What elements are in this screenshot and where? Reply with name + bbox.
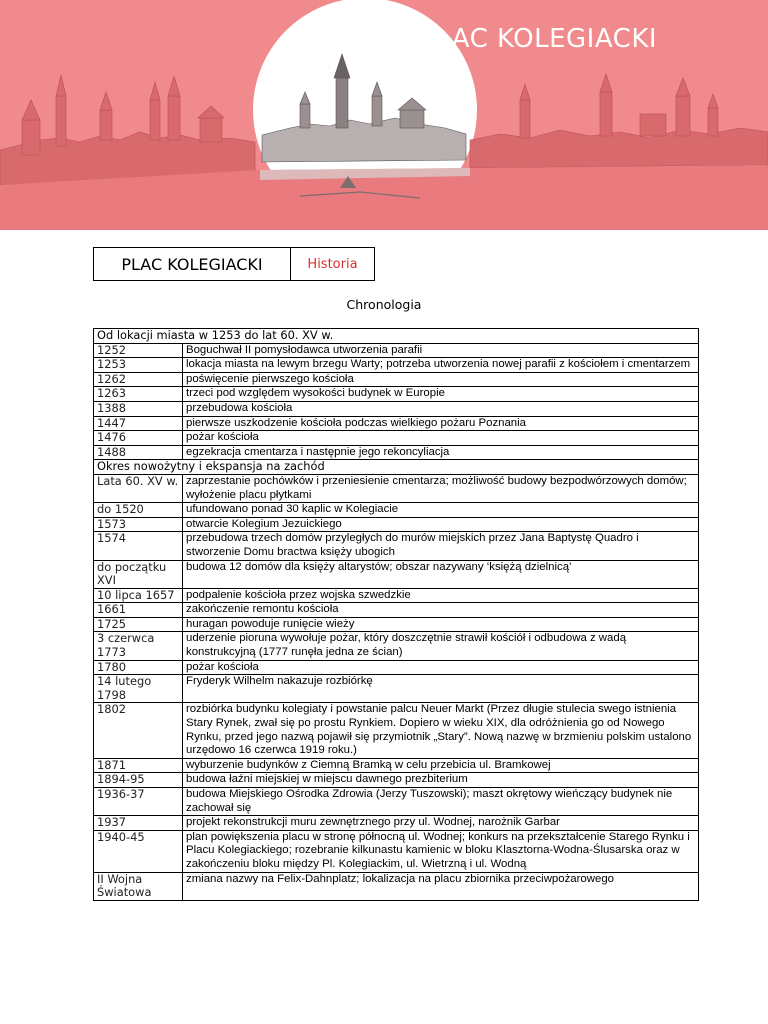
- event-date: 1488: [94, 445, 183, 460]
- period-header-row: [94, 329, 699, 344]
- table-row: [94, 343, 699, 358]
- table-row: [94, 660, 699, 675]
- event-date: Lata 60. XV w.: [94, 474, 183, 502]
- event-date: 1894-95: [94, 773, 183, 788]
- table-row: [94, 675, 699, 703]
- event-date: 1263: [94, 387, 183, 402]
- period-title: Od lokacji miasta w 1253 do lat 60. XV w.: [94, 329, 699, 344]
- event-description: poświęcenie pierwszego kościoła: [183, 372, 699, 387]
- table-row: [94, 758, 699, 773]
- section-header: [93, 247, 375, 281]
- event-date: 1871: [94, 758, 183, 773]
- event-description: pożar kościoła: [183, 660, 699, 675]
- event-description: pierwsze uszkodzenie kościoła podczas wielkiego pożaru Poznania: [183, 416, 699, 431]
- event-description: przebudowa kościoła: [183, 401, 699, 416]
- table-row: [94, 358, 699, 373]
- table-row: [94, 603, 699, 618]
- event-description: ufundowano ponad 30 kaplic w Kolegiacie: [183, 503, 699, 518]
- table-row: [94, 503, 699, 518]
- event-date: 1574: [94, 532, 183, 560]
- table-row: [94, 401, 699, 416]
- event-date: do 1520: [94, 503, 183, 518]
- event-description: budowa Miejskiego Ośrodka Zdrowia (Jerzy Tuszowski); maszt okrętowy wieńczący budynek nie zachował się: [183, 788, 699, 816]
- event-description: uderzenie pioruna wywołuje pożar, który doszczętnie strawił kościół i odbudowa z wadą konstrukcyjną (1777 runęła jedna ze ścian): [183, 632, 699, 660]
- event-description: Fryderyk Wilhelm nakazuje rozbiórkę: [183, 675, 699, 703]
- event-date: 3 czerwca 1773: [94, 632, 183, 660]
- event-date: 1661: [94, 603, 183, 618]
- table-row: [94, 816, 699, 831]
- event-date: 1802: [94, 703, 183, 758]
- table-row: [94, 830, 699, 872]
- event-description: pożar kościoła: [183, 431, 699, 446]
- event-description: trzeci pod względem wysokości budynek w Europie: [183, 387, 699, 402]
- event-description: podpalenie kościoła przez wojska szwedzkie: [183, 588, 699, 603]
- event-description: Boguchwał II pomysłodawca utworzenia parafii: [183, 343, 699, 358]
- table-row: [94, 632, 699, 660]
- table-row: [94, 387, 699, 402]
- table-row: [94, 703, 699, 758]
- event-description: otwarcie Kolegium Jezuickiego: [183, 517, 699, 532]
- table-row: [94, 773, 699, 788]
- event-date: 1780: [94, 660, 183, 675]
- event-date: II Wojna Światowa: [94, 872, 183, 900]
- event-description: huragan powoduje runięcie wieży: [183, 617, 699, 632]
- event-date: 1936-37: [94, 788, 183, 816]
- period-title: Okres nowożytny i ekspansja na zachód: [94, 460, 699, 475]
- event-date: 1573: [94, 517, 183, 532]
- event-description: zmiana nazwy na Felix-Dahnplatz; lokalizacja na placu zbiornika przeciwpożarowego: [183, 872, 699, 900]
- table-row: [94, 431, 699, 446]
- event-description: projekt rekonstrukcji muru zewnętrznego przy ul. Wodnej, narożnik Garbar: [183, 816, 699, 831]
- event-date: 1388: [94, 401, 183, 416]
- table-row: [94, 560, 699, 588]
- table-row: [94, 517, 699, 532]
- period-header-row: [94, 460, 699, 475]
- table-row: [94, 416, 699, 431]
- event-date: 1725: [94, 617, 183, 632]
- event-date: 1253: [94, 358, 183, 373]
- event-date: 1937: [94, 816, 183, 831]
- table-row: [94, 474, 699, 502]
- table-row: [94, 617, 699, 632]
- event-description: budowa łaźni miejskiej w miejscu dawnego prezbiterium: [183, 773, 699, 788]
- header-banner: [0, 0, 768, 230]
- event-description: przebudowa trzech domów przyległych do murów miejskich przez Jana Baptystę Quadro i stworzenie Domu bractwa księży ubogich: [183, 532, 699, 560]
- event-description: zaprzestanie pochówków i przeniesienie cmentarza; możliwość budowy bezpodwórzowych domów; wyłożenie placu płytkami: [183, 474, 699, 502]
- event-description: rozbiórka budynku kolegiaty i powstanie palcu Neuer Markt (Przez długie stulecia swego istnienia Stary Rynek, zwał się po prostu Rynkiem. Dopiero w wieku XIX, dla odróżnienia go od Nowego Rynku, przed jego nazwą pojawił się przymiotnik „Stary”. Nową nazwę w brzmieniu polskim ustalono urzędowo 16 czerwca 1919 roku.): [183, 703, 699, 758]
- event-description: budowa 12 domów dla księży altarystów; obszar nazywany ‘księżą dzielnicą’: [183, 560, 699, 588]
- event-description: zakończenie remontu kościoła: [183, 603, 699, 618]
- event-date: 1252: [94, 343, 183, 358]
- table-row: [94, 872, 699, 900]
- event-date: do początku XVI: [94, 560, 183, 588]
- event-description: lokacja miasta na lewym brzegu Warty; potrzeba utworzenia nowej parafii z kościołem i cmentarzem: [183, 358, 699, 373]
- table-row: [94, 788, 699, 816]
- event-description: wyburzenie budynków z Ciemną Bramką w celu przebicia ul. Bramkowej: [183, 758, 699, 773]
- event-description: egzekracja cmentarza i następnie jego rekoncyliacja: [183, 445, 699, 460]
- chronology-table: [93, 328, 699, 901]
- event-date: 1447: [94, 416, 183, 431]
- section-title: PLAC KOLEGIACKI: [94, 248, 291, 280]
- event-date: 1476: [94, 431, 183, 446]
- event-date: 1262: [94, 372, 183, 387]
- table-row: [94, 532, 699, 560]
- banner-title: PLAC KOLEGIACKI: [420, 24, 658, 54]
- event-date: 14 lutego 1798: [94, 675, 183, 703]
- table-row: [94, 445, 699, 460]
- table-row: [94, 588, 699, 603]
- event-date: 10 lipca 1657: [94, 588, 183, 603]
- tab-historia[interactable]: Historia: [307, 256, 358, 272]
- event-description: plan powiększenia placu w stronę północną ul. Wodnej; konkurs na przekształcenie Starego Rynku i Placu Kolegiackiego; rozebranie kilkunastu kamienic w bloku Klasztorna-Wodna-Ślusarska oraz w zakończeniu bloku między Pl. Kolegiackim, ul. Wietrzną i ul. Wodną: [183, 830, 699, 872]
- event-date: 1940-45: [94, 830, 183, 872]
- page-subtitle: Chronologia: [346, 297, 422, 312]
- table-row: [94, 372, 699, 387]
